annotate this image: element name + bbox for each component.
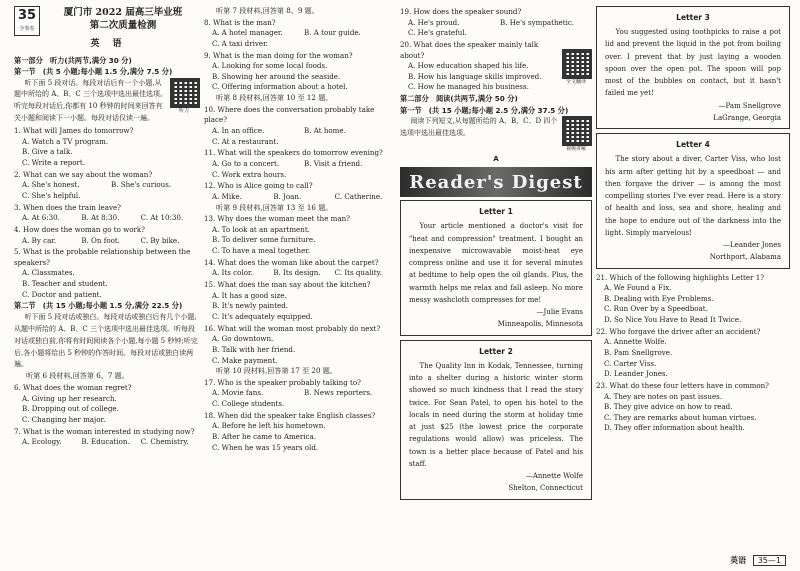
section1-instructions: 听下面 5 段对话。每段对话后有一个小题,从题中所给的 A、B、C 三个选项中选出最佳选项。听完每段对话后,你都有 10 秒钟的时间来回答有关小题和阅读下一小题。每段对话仅读一遍。 <box>14 78 168 123</box>
column-1: 35 全参卷 厦门市 2022 届高三毕业班 第二次质量检测 英 语 第一部分 听力(共两节,满分 30 分) 第一节 (共 5 小题;每小题 1.5 分,满分 7.5 分) 听下面 5 段对话。每段对话后有一个小题,从题中所给的 A、B、C 三个选项中选出最佳选项。听完每段对话后,你都有 10 秒钟的时间来回答有关小题和阅读下一小题。每段对话仅读一遍。 听力 1. What will James do tomorrow? A. Watch a TV program. B. Give a talk. C. Write a report. 2. What can we say about the woman? A. She's honest. B. She's curious. C. She's helpful. 3. When does the train leave? A. At 6:30. B. At 8:30. C. At 10:30. 4. How does the woman go to work? A. By car. B. On foot. C. By bike. 5. What is the probable relationship between the speakers? A. Classmates. B. Teacher and student. C. Doctor and patient. 第二节 (共 15 小题;每小题 1.5 分,满分 22.5 分) 听下面 5 段对话或独白。每段对话或独白后有几个小题,从题中所给的 A、B、C 三个选项中选出最佳选项。听每段对话或独白前,你将有时间阅读各个小题,每小题 5 秒钟;听完后,各小题将给出 5 秒钟的作答时间。每段对话或独白读两遍。 听第 6 段材料,回答第 6、7 题。 6. What does the woman regret? A. Giving up her research. B. Dropping out of college. C. Changing her major. 7. What is the woman interested in studying now? A. Ecology. B. Education. C. Chemistry. <box>14 6 200 549</box>
translation-qr-code[interactable] <box>562 49 592 79</box>
page-footer <box>730 555 786 567</box>
column-2 <box>204 6 396 549</box>
question-12: 12. Who is Alice going to call? A. Mike. B. Joan. C. Catherine. <box>204 181 383 201</box>
part2-title: 第二部分 阅读(共两节,满分 50 分) <box>400 94 518 104</box>
readers-digest-banner: Reader's Digest <box>400 167 592 197</box>
part1-section2-title: 第二节 (共 15 小题;每小题 1.5 分,满分 22.5 分) <box>14 301 183 311</box>
part2-section1-title: 第一节 (共 15 小题;每小题 2.5 分,满分 37.5 分) <box>400 105 569 115</box>
question-2: 2. What can we say about the woman? A. She's honest. B. She's curious. C. She's helpful. <box>14 169 172 200</box>
video-qr-code[interactable] <box>562 116 592 146</box>
question-14: 14. What does the woman like about the carpet? A. Its color. B. Its design. C. Its quality. <box>204 257 382 278</box>
note-9: 听第 9 段材料,回答第 13 至 16 题。 <box>216 202 333 212</box>
passage-label: A <box>493 153 499 163</box>
letter-1: Letter 1 Your article mentioned a doctor's visit for "heat and compression" treatment. I bought an inexpensive microwavable moist-heat eye compress online and use it for several minutes at bedtime to help open the oil glands. Plus, the warmth helps me relax and fall asleep. No more messy washcloth compresses for me! —Julie Evans Minneapolis, Minnesota <box>400 200 592 335</box>
question-13: 13. Why does the woman meet the man? A. To look at an apartment. B. To deliver some furniture. C. To have a meal together. <box>204 214 350 256</box>
subject-title: 英 语 <box>90 39 124 49</box>
column-4 <box>596 6 790 549</box>
question-15: 15. What does the man say about the kitchen? A. It has a good size. B. It's newly painted. C. It's adequately equipped. <box>204 280 371 321</box>
part1-title: 第一部分 听力(共两节,满分 30 分) <box>14 55 132 65</box>
note-7: 听第 7 段材料,回答第 8、9 题。 <box>216 6 319 15</box>
exam-header <box>14 6 200 36</box>
question-4: 4. How does the woman go to work? A. By car. B. On foot. C. By bike. <box>14 224 180 245</box>
question-11: 11. What will the speakers do tomorrow evening? A. Go to a concert. B. Visit a friend. C. Work extra hours. <box>204 148 383 179</box>
section2-instructions: 听下面 5 段对话或独白。每段对话或独白后有几个小题,从题中所给的 A、B、C 三个选项中选出最佳选项。听每段对话或独白前,你将有时间阅读各个小题,每小题 5 秒钟;听完后,各小题将给出 5 秒钟的作答时间。每段对话或独白读两遍。 <box>14 312 198 369</box>
question-20: 20. What does the speaker mainly talk about? A. How education shaped his life. B. How his language skills improved. C. How he managed his business. <box>400 39 542 92</box>
question-5: 5. What is the probable relationship between the speakers? A. Classmates. B. Teacher and student. C. Doctor and patient. <box>14 247 191 299</box>
question-6: 6. What does the woman regret? A. Giving up her research. B. Dropping out of college. C. Changing her major. <box>14 382 132 424</box>
note-10: 听第 10 段材料,回答第 17 至 20 题。 <box>216 366 337 376</box>
question-8: 8. What is the man? A. A hotel manager. B. A tour guide. C. A taxi driver. <box>204 17 361 48</box>
question-18: 18. When did the speaker take English classes? A. Before he left his hometown. B. After he came to America. C. When he was 15 years old. <box>204 410 376 452</box>
reading-instructions: 阅读下列短文,从每题所给的 A、B、C、D 四个选项中选出最佳选项。 <box>400 117 558 138</box>
letter-2: Letter 2 The Quality Inn in Kodak, Tennessee, turning into a shelter during a historic winter storm showed so much kindness that I read the story twice. For Sean Patel, to open his hotel to the locals in need during the storm at holiday time at just $25 (the lowest price the corporate regulations would allow) was priceless. The town is a better place because of Patel and his staff. —Annette Wolfe Shelton, Connecticut <box>400 340 592 500</box>
question-7: 7. What is the woman interested in studying now? A. Ecology. B. Education. C. Chemistry. <box>14 426 195 447</box>
question-17: 17. Who is the speaker probably talking to? A. Movie fans. B. News reporters. C. College students. <box>204 377 373 409</box>
question-16: 16. What will the woman most probably do next? A. Go downtown. B. Talk with her friend. C. Make payment. <box>204 323 381 365</box>
question-19: 19. How does the speaker sound? A. He's proud. B. He's sympathetic. C. He's grateful. <box>400 7 575 38</box>
footer-subject: 英语 <box>730 556 747 565</box>
letter-3: Letter 3 You suggested using toothpicks to raise a pot lid and prevent the liquid in the pot from boiling over. I prevent that by just laying a wooden spoon over the open pot. The spoon will pop most of the bubbles on contact, but it hasn't failed me yet! —Pam Snellgrove LaGrange, Georgia <box>596 6 790 129</box>
question-21: 21. Which of the following highlights Letter 1? A. We Found a Fix. B. Dealing with Eye Problems. C. Run Over by a Speedboat. D. So Nice You Have to Read It Twice. <box>596 272 765 325</box>
exam-title: 厦门市 2022 届高三毕业班 <box>63 7 183 18</box>
page-number: 35—1 <box>753 555 786 566</box>
exam-subtitle: 第二次质量检测 <box>89 20 157 31</box>
note-6: 听第 6 段材料,回答第 6、7 题。 <box>26 371 129 381</box>
question-1: 1. What will James do tomorrow? A. Watch a TV program. B. Give a talk. C. Write a report. <box>14 126 134 168</box>
note-8: 听第 8 段材料,回答第 10 至 12 题。 <box>216 93 333 103</box>
paper-number-badge: 35 全参卷 <box>14 6 40 36</box>
question-23: 23. What do these four letters have in common? A. They are notes on past issues. B. They give advice on how to read. C. They are remarks about human virtues. D. They offer information about health. <box>596 380 769 433</box>
question-10: 10. Where does the conversation probably take place? A. In an office. B. At home. C. At a restaurant. <box>204 104 375 146</box>
question-9: 9. What is the man doing for the woman? A. Looking for some local foods. B. Showing her around the seaside. C. Offering information about a hotel. <box>204 50 353 92</box>
letter-4: Letter 4 The story about a diver, Carter Viss, who lost his arm after getting hit by a speedboat — and then forgave the driver — is among the most compelling stories I've ever read. Here is a story of health and loss, sea and shore, healing and the hope to endure out of the darkness into the light. Simply marvelous! —Leander Jones Northport, Alabama <box>596 133 790 268</box>
question-3: 3. When does the train leave? A. At 6:30. B. At 8:30. C. At 10:30. <box>14 202 184 223</box>
question-22: 22. Who forgave the driver after an accident? A. Annette Wolfe. B. Pam Snellgrove. C. Carter Viss. D. Leander Jones. <box>596 326 761 379</box>
listening-qr-code[interactable] <box>170 78 200 108</box>
column-3: 19. How does the speaker sound? A. He's proud. B. He's sympathetic. C. He's grateful. 20. What does the speaker mainly talk about? A. How education shaped his life. B. How his language skills improved. C. How he managed his business. 全文翻译 第二部分 阅读(共两节,满分 50 分) 第一节 (共 15 小题;每小题 2.5 分,满分 37.5 分) 阅读下列短文,从每题所给的 A、B、C、D 四个选项中选出最佳选项。 视频讲解 A Reader's Digest Letter 1 Your article mentioned a doctor's visit for "heat and compression" treatment. I bought an inexpensive microwavable moist-heat eye compress online and use it for several minutes at bedtime to help open the oil glands. Plus, the warmth helps me relax and fall asleep. No more messy washcloth compresses for me! —Julie Evans Minneapolis, Minnesota Letter 2 The Quality Inn in Kodak, Tennessee, turning into a shelter during a historic winter storm showed so much kindness that I read the story twice. For Sean Patel, to open his hotel to the locals in need during the storm at holiday time at just $25 (the lowest price the corporate regulations would allow) was priceless. The town is a better place because of Patel and his staff. —Annette Wolfe Shelton, Connecticut <box>400 6 592 549</box>
part1-section1-title: 第一节 (共 5 小题;每小题 1.5 分,满分 7.5 分) <box>14 67 173 77</box>
